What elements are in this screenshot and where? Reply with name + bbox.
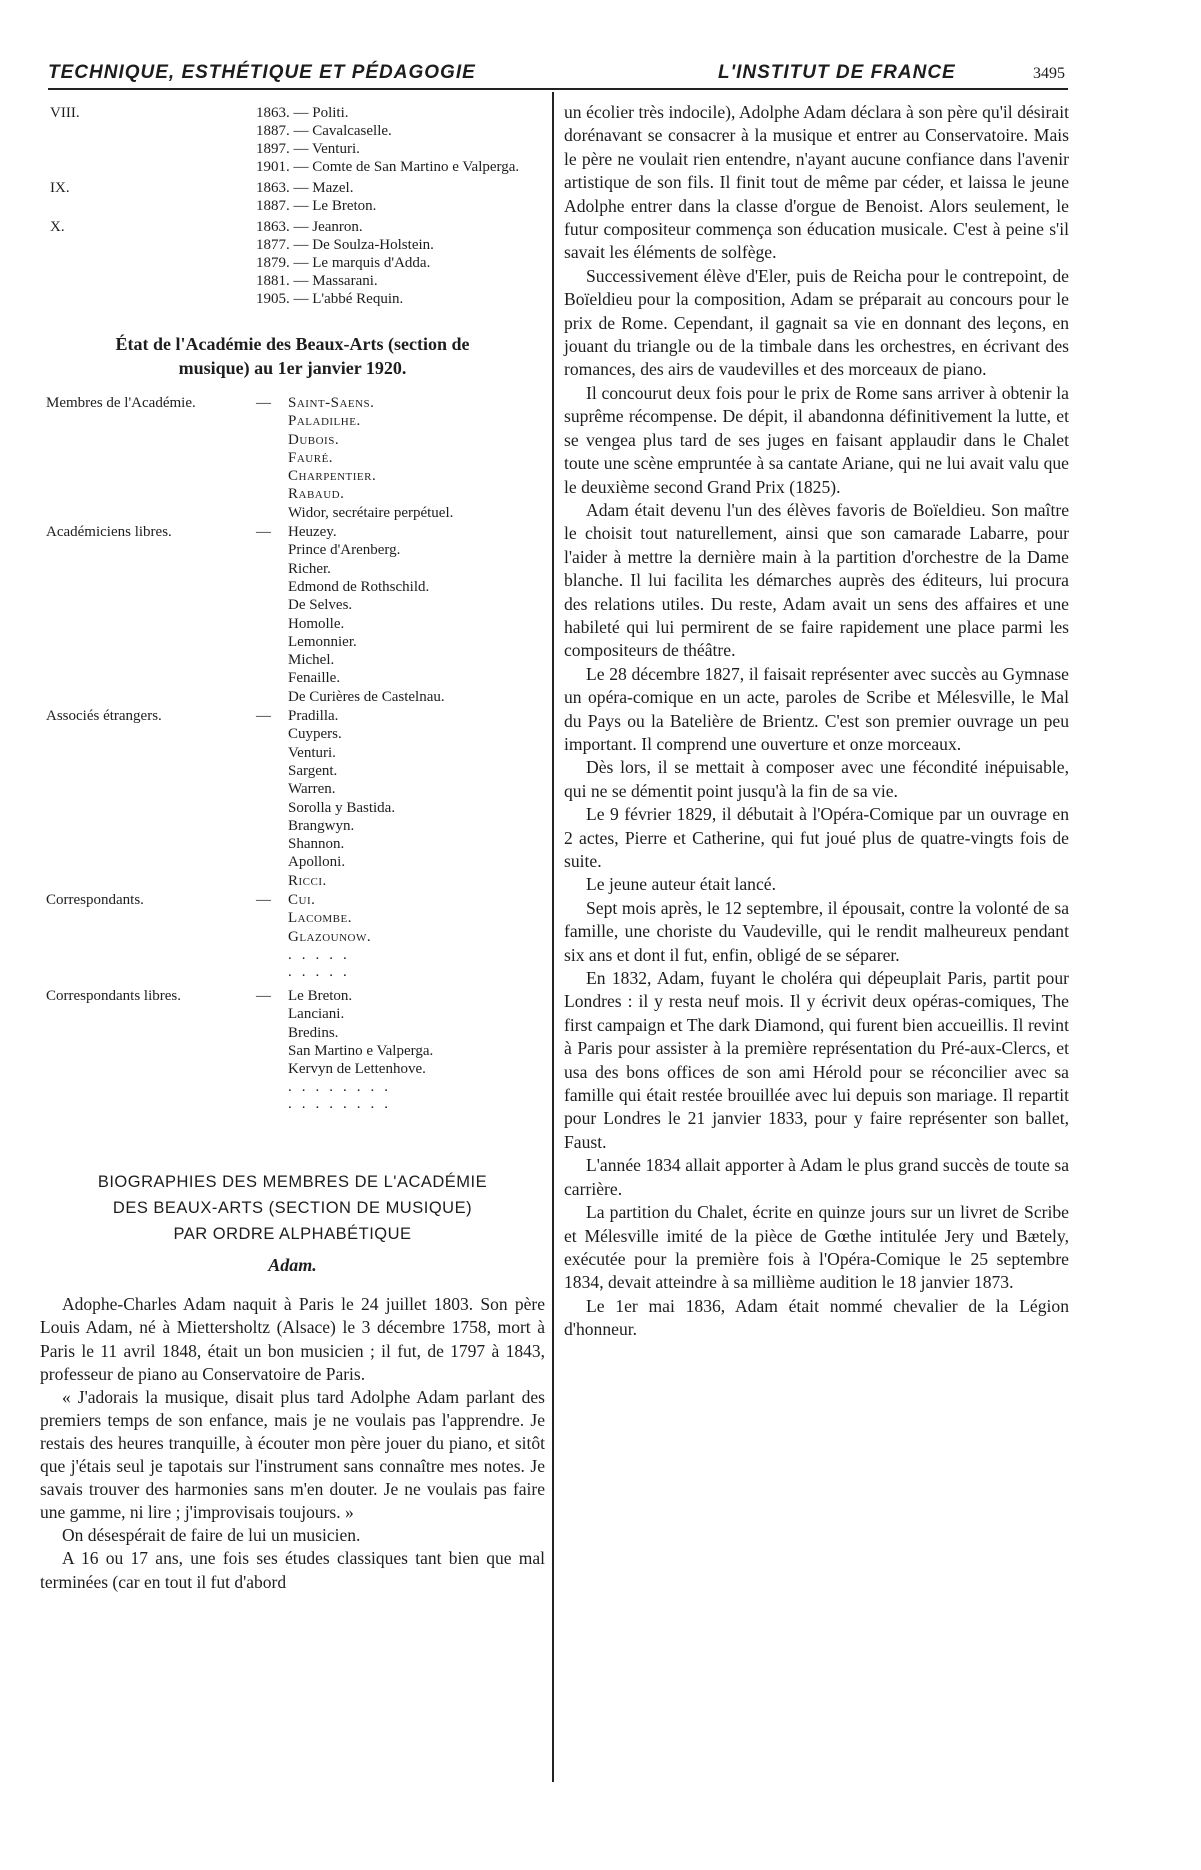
- body-paragraph: La partition du Chalet, écrite en quinze jours sur un livret de Scribe et Mélesville imité de la pièce de Gœthe intitulée Jery und Bætely, exécutée pour la première fois à l'Opéra-Comique le 25 septembre 1834, devait atteindre à sa millième audition le 18 janvier 1873.: [564, 1202, 1069, 1293]
- etat-heading-line: musique) au 1er janvier 1920.: [178, 358, 407, 378]
- body-paragraph: Le 9 février 1829, il débutait à l'Opéra-Comique par un ouvrage en 2 actes, Pierre et Catherine, qui fut joué plus de quatre-vingts fois de suite.: [564, 804, 1069, 871]
- fauteuil-number: VIII.: [50, 105, 80, 121]
- fauteuil-entry: 1863. — Jeanron.: [256, 219, 363, 235]
- member-name: Kervyn de Lettenhove.: [288, 1061, 426, 1078]
- vacancy-dots: ........: [288, 1079, 398, 1096]
- member-name: Lemonnier.: [288, 633, 357, 650]
- body-paragraph: un écolier très indocile), Adolphe Adam déclara à son père qu'il désirait dorénavant se consacrer à la musique et entrer au Conservatoire. Mais le père ne voulait rien entendre, n'ayant aucune confiance dans l'avenir artistique de son fils. Il finit tout de même par céder, et laissa le jeune Adolphe entrer dans la classe d'orgue de Benoist. Alors seulement, le futur compositeur commença son éducation musicale. C'est à peine s'il savait les éléments de solfège.: [564, 102, 1069, 263]
- etat-heading-line: État de l'Académie des Beaux-Arts (section de: [115, 334, 470, 354]
- member-name: Lanciani.: [288, 1006, 345, 1023]
- left-column: [40, 104, 545, 1594]
- fauteuil-entry: 1905. — L'abbé Requin.: [256, 291, 404, 307]
- member-name: Sargent.: [288, 762, 338, 779]
- body-paragraph: Successivement élève d'Eler, puis de Reicha pour le contrepoint, de Boïeldieu pour la composition, Adam se préparait au concours pour le prix de Rome. Cependant, il gagnait sa vie en donnant des leçons, en jouant du triangle ou de la timbale dans les orchestres, en écrivant des romances, des airs de vaudevilles et des morceaux de piano.: [564, 265, 1069, 380]
- member-name: Prince d'Arenberg.: [288, 542, 401, 559]
- group-dash: —: [256, 395, 271, 411]
- group-dash: —: [256, 524, 271, 541]
- fauteuil-entry: 1887. — Le Breton.: [256, 198, 377, 214]
- member-name: Charpentier.: [288, 468, 377, 485]
- member-group: [40, 707, 545, 890]
- body-paragraph: Dès lors, il se mettait à composer avec une fécondité inépuisable, qui ne se démentit point jusqu'à la fin de sa vie.: [564, 757, 1069, 801]
- fauteuil-number: IX.: [50, 180, 70, 196]
- member-name: Bredins.: [288, 1024, 339, 1041]
- group-label: Membres de l'Académie.: [46, 395, 196, 411]
- member-name: Pradilla.: [288, 708, 339, 725]
- body-paragraph: Il concourut deux fois pour le prix de Rome sans arriver à obtenir la suprême récompense. De dépit, il abandonna définitivement la lutte, et se vengea plus tard de ses juges en faisant applaudir dans le Chalet toute une scène empruntée à sa cantate Ariane, qui ne lui avait valu que le deuxième second Grand Prix (1825).: [564, 382, 1069, 497]
- fauteuil-entry: 1881. — Massarani.: [256, 273, 378, 289]
- member-name: De Selves.: [288, 597, 353, 614]
- member-name: Warren.: [288, 781, 336, 798]
- member-name: Heuzey.: [288, 524, 337, 541]
- header-rule: [48, 88, 1068, 90]
- member-name: Michel.: [288, 652, 335, 669]
- fauteuil-section: [40, 218, 545, 308]
- member-name: Homolle.: [288, 615, 345, 632]
- member-name: Cuypers.: [288, 726, 342, 743]
- body-paragraph: Adophe-Charles Adam naquit à Paris le 24 juillet 1803. Son père Louis Adam, né à Miettersholtz (Alsace) le 3 décembre 1758, mort à Paris le 11 avril 1848, était un bon musicien ; il fut, de 1797 à 1843, professeur de piano au Conservatoire de Paris.: [40, 1294, 545, 1384]
- fauteuil-entry: 1901. — Comte de San Martino e Valperga.: [256, 159, 520, 175]
- right-column: [564, 101, 1069, 1342]
- body-paragraph: Le 28 décembre 1827, il faisait représenter avec succès au Gymnase un opéra-comique en un acte, paroles de Scribe et Mélesville, le Mal du Pays ou la Batelière de Brientz. C'est son premier ouvrage un peu important. Il comprend une ouverture et onze morceaux.: [564, 663, 1069, 754]
- member-name: Apolloni.: [288, 854, 346, 871]
- fauteuil-list: [40, 104, 545, 308]
- member-name: Le Breton.: [288, 987, 353, 1004]
- biographies-heading-line: BIOGRAPHIES DES MEMBRES DE L'ACADÉMIE: [97, 1173, 488, 1192]
- member-group: [40, 891, 545, 946]
- body-paragraph: En 1832, Adam, fuyant le choléra qui dépeuplait Paris, partit pour Londres : il y resta neuf mois. Il y écrivit deux opéras-comiques, The first campaign et The dark Diamond, qui furent bien accueillis. Il revint à Paris pour assister à la première représentation du Pré-aux-Clercs, et usa des bons offices de son ami Hérold pour se réconcilier avec sa famille qui était restée brouillée avec lui depuis son mariage. Il repartit pour Londres le 21 janvier 1833, pour y faire représenter son ballet, Faust.: [564, 968, 1069, 1152]
- header-left-title: TECHNIQUE, ESTHÉTIQUE ET PÉDAGOGIE: [48, 62, 476, 83]
- group-label: Correspondants.: [46, 892, 144, 909]
- member-name: Shannon.: [288, 836, 345, 853]
- fauteuil-entry: 1879. — Le marquis d'Adda.: [256, 255, 431, 271]
- fauteuil-entry: 1897. — Venturi.: [256, 141, 360, 157]
- member-name: Saint-Saens.: [288, 395, 375, 411]
- member-group: [40, 987, 545, 1078]
- member-name: Rabaud.: [288, 486, 345, 503]
- member-group: [40, 394, 545, 522]
- member-name: Ricci.: [288, 872, 327, 889]
- fauteuil-entry: 1863. — Politi.: [256, 105, 349, 121]
- member-name: Brangwyn.: [288, 817, 355, 834]
- body-paragraph: Adam était devenu l'un des élèves favoris de Boïeldieu. Son maître le choisit tout naturellement, ainsi que son camarade Labarre, pour l'aider à mettre la dernière main à la partition d'orchestre de la Dame blanche. Il lui facilita les démarches auprès des éditeurs, lui procura des relations utiles. Du reste, Adam avait un sens des affaires et une habileté qui lui permirent de se faire rapidement une place parmi les compositeurs de théâtre.: [564, 499, 1069, 661]
- fauteuil-entry: 1863. — Mazel.: [256, 180, 354, 196]
- group-label: Correspondants libres.: [46, 987, 181, 1004]
- member-name: Richer.: [288, 560, 331, 577]
- group-dash: —: [256, 987, 271, 1004]
- academy-groups: [40, 394, 545, 1113]
- member-name: Lacombe.: [288, 910, 352, 927]
- biographies-heading-line: DES BEAUX-ARTS (SECTION DE MUSIQUE): [112, 1199, 473, 1218]
- biography-name: Adam.: [268, 1255, 317, 1276]
- member-name: Widor, secrétaire perpétuel.: [288, 504, 454, 521]
- body-paragraph: Sept mois après, le 12 septembre, il épousait, contre la volonté de sa famille, une choriste du Vaudeville, qui le rendit malheureux pendant six ans et dont il fut, enfin, obligé de se séparer.: [564, 897, 1069, 965]
- group-label: Associés étrangers.: [46, 708, 162, 725]
- member-name: Fauré.: [288, 449, 334, 466]
- vacancy-dots: .....: [288, 963, 357, 980]
- etat-heading: [40, 332, 545, 380]
- body-paragraph: « J'adorais la musique, disait plus tard Adolphe Adam parlant des premiers temps de son enfance, mais je ne voulais pas l'apprendre. Je restais des heures tranquille, à écouter mon père jouer du piano, et sitôt que j'étais seul je tapotais sur l'instrument sans connaître mes notes. Je savais trouver des harmonies sans m'en douter. Je ne voulais pas faire une gamme, ni lire ; j'improvisais toujours. »: [40, 1386, 545, 1523]
- fauteuil-entry: 1887. — Cavalcaselle.: [256, 123, 392, 139]
- member-name: Sorolla y Bastida.: [288, 799, 396, 816]
- vacancy-dots: ........: [288, 1096, 398, 1113]
- group-label: Académiciens libres.: [46, 524, 172, 541]
- body-paragraph: L'année 1834 allait apporter à Adam le plus grand succès de toute sa carrière.: [564, 1155, 1069, 1199]
- fauteuil-number: X.: [50, 219, 65, 235]
- member-name: Dubois.: [288, 431, 340, 448]
- member-name: Edmond de Rothschild.: [288, 578, 430, 595]
- page-number: 3495: [1033, 65, 1065, 82]
- group-dash: —: [256, 708, 271, 725]
- running-header: [48, 62, 1068, 86]
- member-name: Fenaille.: [288, 670, 341, 687]
- member-name: Glazounow.: [288, 928, 372, 945]
- column-divider: [552, 92, 554, 1782]
- biographies-heading: [40, 1169, 545, 1247]
- vacancy-dots: .....: [288, 946, 357, 963]
- member-group: [40, 523, 545, 706]
- body-paragraph: A 16 ou 17 ans, une fois ses études classiques tant bien que mal terminées (car en tout il fut d'abord: [40, 1548, 545, 1592]
- body-paragraph: On désespérait de faire de lui un musicien.: [62, 1525, 361, 1546]
- member-name: San Martino e Valperga.: [288, 1042, 434, 1059]
- fauteuil-section: [40, 104, 545, 176]
- group-dash: —: [256, 892, 271, 909]
- member-name: Cui.: [288, 892, 316, 909]
- header-right-title: L'INSTITUT DE FRANCE: [718, 62, 956, 83]
- member-name: De Curières de Castelnau.: [288, 688, 445, 705]
- member-name: Venturi.: [288, 744, 336, 761]
- member-name: Paladilhe.: [288, 413, 361, 430]
- biographies-heading-line: PAR ORDRE ALPHABÉTIQUE: [173, 1225, 412, 1244]
- body-paragraph: Le jeune auteur était lancé.: [586, 874, 777, 895]
- fauteuil-section: [40, 179, 545, 215]
- fauteuil-entry: 1877. — De Soulza-Holstein.: [256, 237, 434, 253]
- body-paragraph: Le 1er mai 1836, Adam était nommé chevalier de la Légion d'honneur.: [564, 1295, 1069, 1340]
